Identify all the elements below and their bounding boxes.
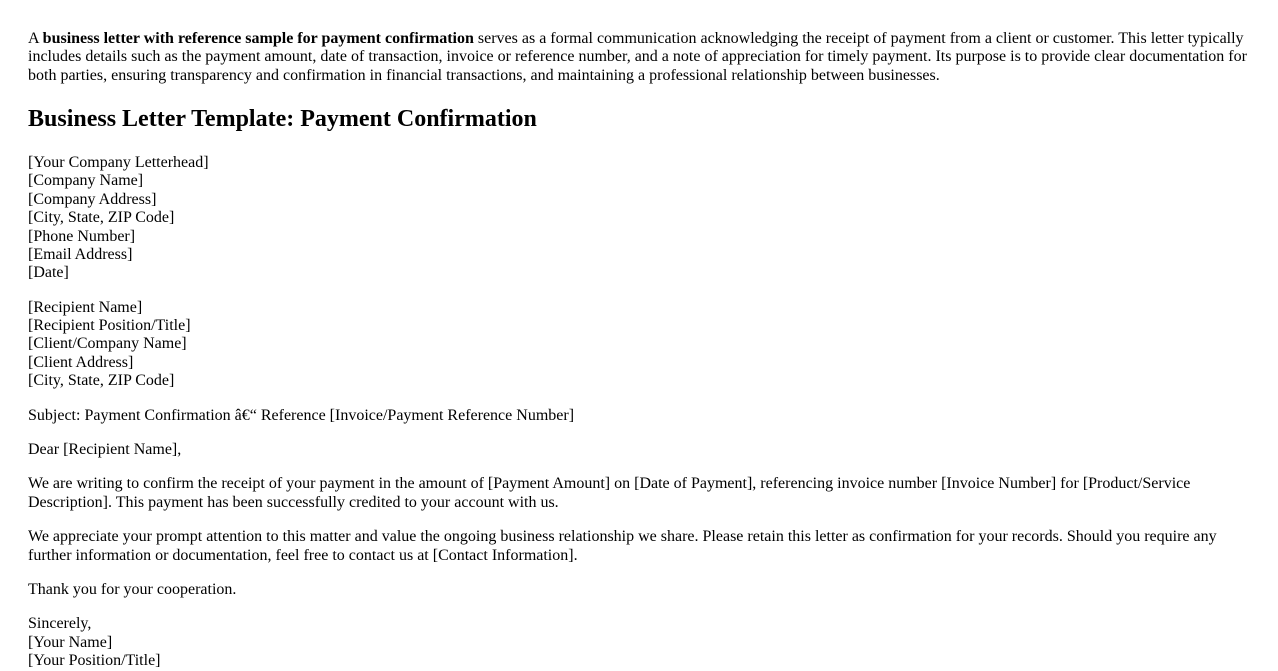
recipient-city-state-zip-line: [City, State, ZIP Code] [28,372,175,390]
recipient-company-line: [Client/Company Name] [28,335,187,353]
sender-company-address-line: [Company Address] [28,190,157,208]
closing-block [28,615,1250,670]
sender-phone-line: [Phone Number] [28,227,136,245]
intro-lead: A [28,30,43,47]
closing-sincerely-line: Sincerely, [28,615,92,633]
body-paragraph-appreciation: We appreciate your prompt attention to this matter and value the ongoing business relationship we share. Please retain this letter as confirmation for your records. Should you require any further information or documentation, feel free to contact us at [Contact Information]. [28,528,1217,564]
sender-city-state-zip-line: [City, State, ZIP Code] [28,209,175,227]
salutation: Dear [Recipient Name], [28,441,182,459]
closing-your-name-line: [Your Name] [28,633,113,651]
sender-company-name-line: [Company Name] [28,172,144,190]
closing-your-title-line: [Your Position/Title] [28,652,161,670]
sender-date-line: [Date] [28,264,69,282]
page-title: Business Letter Template: Payment Confirmation [28,106,537,133]
intro-bold-phrase: business letter with reference sample for payment confirmation [42,30,474,47]
intro-rest: serves as a formal communication acknowledging the receipt of payment from a client or customer. This letter typically includes details such as the payment amount, date of transaction, invoice or reference number, and a note of appreciation for timely payment. Its purpose is to provide clear documentation for both parties, ensuring transparency and confirmation in financial transactions, and maintaining a professional relationship between businesses. [28,30,1247,84]
sender-email-line: [Email Address] [28,245,133,263]
recipient-block [28,299,1250,391]
intro-paragraph [28,30,1250,85]
recipient-name-line: [Recipient Name] [28,298,143,316]
sender-block [28,154,1250,283]
sender-letterhead-line: [Your Company Letterhead] [28,153,209,171]
thanks-line: Thank you for your cooperation. [28,581,237,598]
recipient-title-line: [Recipient Position/Title] [28,317,191,335]
subject-line: Subject: Payment Confirmation â€“ Reference [Invoice/Payment Reference Number] [28,406,575,424]
body-paragraph-confirmation: We are writing to confirm the receipt of your payment in the amount of [Payment Amount] on [Date of Payment], referencing invoice number [Invoice Number] for [Product/Service Description]. This payment has been successfully credited to your account with us. [28,475,1191,511]
recipient-address-line: [Client Address] [28,353,134,371]
